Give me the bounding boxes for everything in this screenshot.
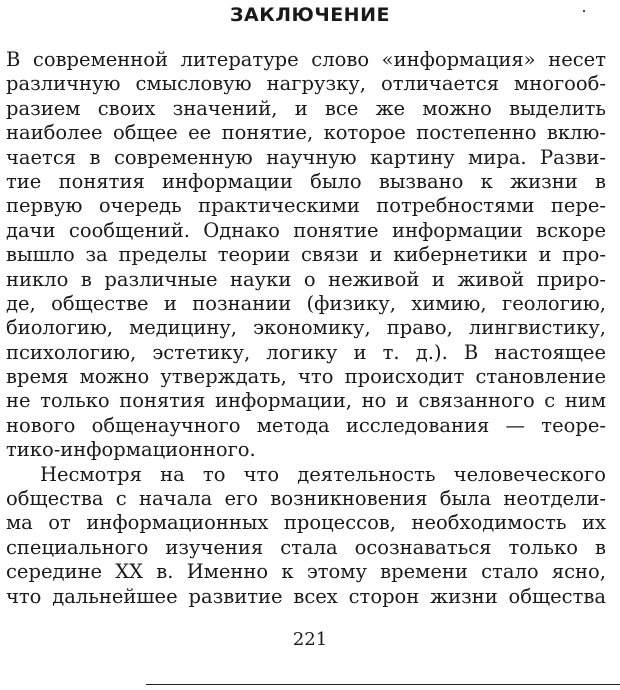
- text-line: различную смысловую нагрузку, отличается многооб-: [6, 72, 606, 96]
- text-line: тие понятия информации было вызвано к жизни в: [6, 169, 606, 193]
- text-line: время можно утверждать, что происходит становление: [6, 365, 606, 389]
- text-line: наиболее общее ее понятие, которое постепенно вклю-: [6, 121, 606, 145]
- text-line: середине XX в. Именно к этому времени стало ясно,: [6, 560, 606, 584]
- text-line: первую очередь практическими потребностями пере-: [6, 194, 606, 218]
- text-line: биологию, медицину, экономику, право, лингвистику,: [6, 316, 606, 340]
- text-line: никло в различные науки о неживой и живой приро-: [6, 267, 606, 291]
- text-line: дачи сообщений. Однако понятие информации вскоре: [6, 218, 606, 242]
- text-line: не только понятия информации, но и связанного с ним: [6, 389, 606, 413]
- text-line: психологию, эстетику, логику и т. д.). В настоящее: [6, 340, 606, 364]
- text-line: де, обществе и познании (физику, химию, геологию,: [6, 291, 606, 315]
- text-line: разием своих значений, и все же можно выделить: [6, 96, 606, 120]
- footer-rule: [146, 684, 620, 685]
- chapter-heading: ЗАКЛЮЧЕНИЕ: [230, 4, 390, 26]
- text-line: что дальнейшее развитие всех сторон жизни общества: [6, 584, 606, 608]
- page-number: 221: [292, 629, 328, 650]
- text-line: чается в современную научную картину мира. Разви-: [6, 145, 606, 169]
- text-line: тико-информационного.: [6, 438, 256, 462]
- text-line: общества с начала его возникновения была неотдели-: [6, 487, 606, 511]
- text-line: В современной литературе слово «информация» несет: [6, 48, 606, 71]
- text-line: вышло за пределы теории связи и кибернетики и про-: [6, 243, 606, 267]
- text-line: нового общенаучного метода исследования — теоре-: [6, 413, 606, 437]
- body-text: [6, 48, 606, 609]
- text-line: Несмотря на то что деятельность человеческого: [40, 462, 606, 486]
- text-line: специального изучения стала осознаваться только в: [6, 535, 606, 559]
- text-line: ма от информационных процессов, необходимость их: [6, 511, 606, 535]
